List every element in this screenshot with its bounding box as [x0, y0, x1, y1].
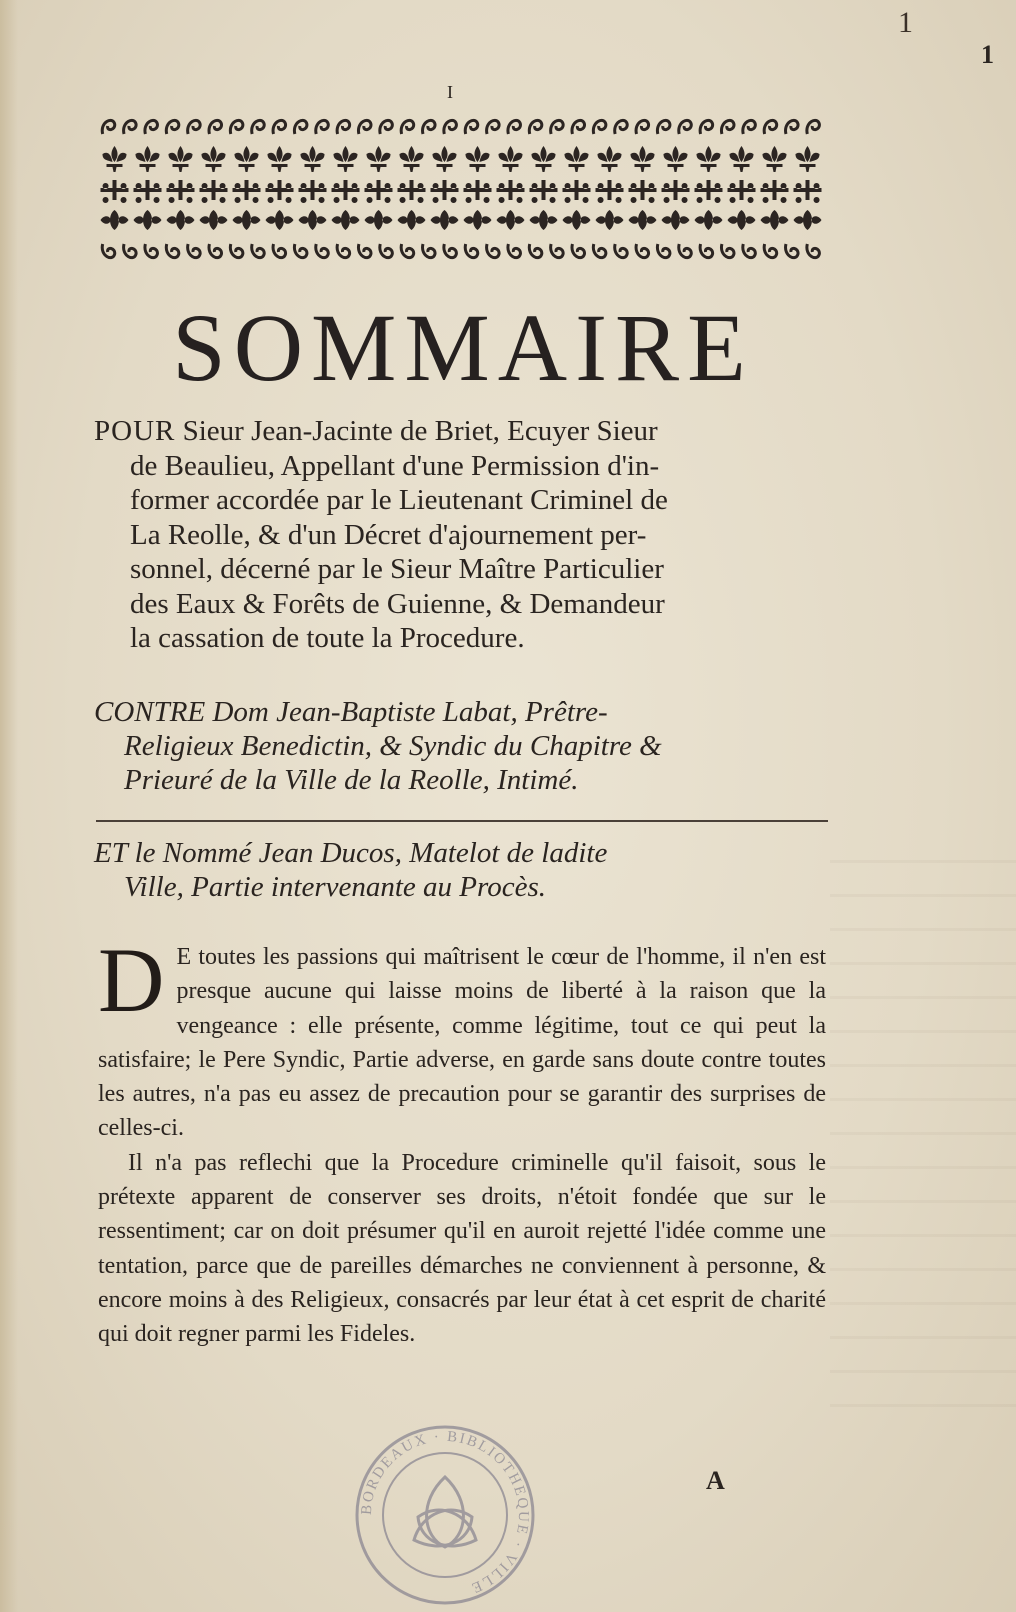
ornament-curl	[721, 120, 734, 134]
ornament-cross	[233, 180, 261, 203]
ornament-flower	[596, 210, 624, 230]
ornament-cross	[728, 180, 756, 203]
pour-line-7: la cassation de toute la Procedure.	[130, 622, 525, 654]
ornament-curl	[337, 120, 350, 134]
ornament-fleur-de-lis	[268, 146, 292, 172]
ornament-flower	[530, 210, 558, 230]
ornament-fleur-de-lis	[796, 146, 820, 172]
ornament-curl	[572, 120, 585, 134]
ornament-fleur-de-lis	[763, 146, 787, 172]
drop-cap: D	[98, 929, 165, 1031]
ornament-fleur-de-lis	[664, 146, 688, 172]
ornament-curl	[358, 244, 371, 258]
ornament-cross	[794, 180, 822, 203]
ornament-fleur-de-lis	[433, 146, 457, 172]
ornament-curl	[786, 120, 799, 134]
bleed-through-text	[830, 860, 1016, 1420]
ornament-flower	[695, 210, 723, 230]
ornament-curl	[487, 120, 500, 134]
ornament-fleur-de-lis	[466, 146, 490, 172]
page-title: SOMMAIRE	[172, 294, 754, 401]
ornament-fleur-de-lis	[532, 146, 556, 172]
ornament-curl	[316, 244, 329, 258]
ornament-curl	[444, 120, 457, 134]
pour-line-4: La Reolle, & d'un Décret d'ajournement per-	[130, 518, 647, 551]
ornament-flower	[233, 210, 261, 230]
fleuron-ornament-band	[98, 112, 824, 274]
ornament-curl	[764, 244, 777, 258]
ornament-curl	[273, 120, 286, 134]
et-line-1: le Nommé Jean Ducos, Matelot de ladite	[127, 837, 608, 869]
ornament-curl	[145, 244, 158, 258]
ornament-curl	[529, 244, 542, 258]
ornament-fleur-de-lis	[730, 146, 754, 172]
contre-line-1: Dom Jean-Baptiste Labat, Prêtre-	[205, 696, 608, 728]
ornament-cross	[530, 180, 558, 203]
ornament-curl	[593, 120, 606, 134]
ornament-cross	[167, 180, 195, 203]
ornament-flower	[629, 210, 657, 230]
ornament-flower	[332, 210, 360, 230]
ornament-flower	[398, 210, 426, 230]
ornament-cross	[299, 180, 327, 203]
ornament-curl	[657, 120, 670, 134]
ornament-curl	[615, 244, 628, 258]
body-paragraph-1	[98, 929, 826, 1146]
ornament-curl	[209, 120, 222, 134]
ornament-fleur-de-lis	[400, 146, 424, 172]
ornament-curl	[166, 120, 179, 134]
ornament-fleur-de-lis	[367, 146, 391, 172]
ornament-curl	[807, 120, 820, 134]
pour-line-5: sonnel, décerné par le Sieur Maître Particulier	[130, 553, 664, 585]
ornament-cross	[464, 180, 492, 203]
triquetra-icon	[414, 1477, 476, 1547]
body-paragraph-1-text: E toutes les passions qui maîtrisent le cœur de l'homme, il n'en est presque aucune qui laisse moins de liberté à la raison que la vengeance : elle présente, comme légitime, tout ce qui peut la satisfaire; le Pere Syndic, Partie adverse, en garde sans doute contre toutes les autres, n'a pas eu assez de precaution pour se garantir des surprises de celles-ci.	[98, 944, 826, 1142]
ornament-cross	[365, 180, 393, 203]
ornament-fleur-de-lis	[103, 146, 127, 172]
pour-line-2: de Beaulieu, Appellant d'une Permission d'in-	[130, 449, 660, 482]
ornament-cross	[761, 180, 789, 203]
ornament-flower	[563, 210, 591, 230]
ornament-flower	[299, 210, 327, 230]
ornament-curl	[401, 120, 414, 134]
ornament-curl	[508, 120, 521, 134]
et-paragraph	[94, 836, 834, 904]
ornament-curl	[529, 120, 542, 134]
ornament-cross	[200, 180, 228, 203]
pour-paragraph	[94, 414, 822, 656]
contre-line-3: Prieuré de la Ville de la Reolle, Intimé.	[124, 764, 579, 796]
ornament-curl	[102, 120, 115, 134]
horizontal-rule	[96, 820, 828, 822]
ornament-curl	[423, 120, 436, 134]
ornament-curl	[273, 244, 286, 258]
ornament-flower	[266, 210, 294, 230]
ornament-curl	[721, 244, 734, 258]
ornament-curl	[401, 244, 414, 258]
ornament-curl	[380, 244, 393, 258]
ornament-cross	[101, 180, 129, 203]
ornament-fleur-de-lis	[235, 146, 259, 172]
ornament-fleur-de-lis	[499, 146, 523, 172]
contre-line-2: Religieux Benedictin, & Syndic du Chapitre &	[124, 730, 662, 762]
ornament-cross	[134, 180, 162, 203]
ornament-fleur-de-lis	[631, 146, 655, 172]
ornament-flower	[662, 210, 690, 230]
ornament-curl	[465, 244, 478, 258]
pour-line-1: Sieur Jean-Jacinte de Briet, Ecuyer Sieur	[175, 415, 658, 447]
ornament-curl	[700, 244, 713, 258]
ornament-curl	[636, 120, 649, 134]
ornament-flower	[761, 210, 789, 230]
ornament-curl	[487, 244, 500, 258]
pour-line-6: des Eaux & Forêts de Guienne, & Demandeur	[130, 587, 665, 620]
folio-number: 1	[981, 40, 994, 69]
ornament-curl	[465, 120, 478, 134]
ornament-fleur-de-lis	[169, 146, 193, 172]
library-stamp	[352, 1422, 538, 1608]
ornament-fleur-de-lis	[598, 146, 622, 172]
handwritten-mark: 1	[898, 6, 913, 39]
ornament-curl	[145, 120, 158, 134]
ornament-curl	[294, 244, 307, 258]
ornament-fleur-de-lis	[334, 146, 358, 172]
ornament-curl	[764, 120, 777, 134]
ornament-curl	[657, 244, 670, 258]
ornament-curl	[444, 244, 457, 258]
ornament-curl	[551, 120, 564, 134]
ornament-fleur-de-lis	[697, 146, 721, 172]
ornament-cross	[695, 180, 723, 203]
ornament-curl	[188, 120, 201, 134]
ornament-flower	[134, 210, 162, 230]
ornament-curl	[358, 120, 371, 134]
contre-paragraph	[94, 695, 834, 797]
body-paragraph-2: Il n'a pas reflechi que la Procedure criminelle qu'il faisoit, sous le prétexte apparent de conserver ses droits, n'étoit fondée que sur le ressentiment; car on doit présumer qu'il en auroit rejetté l'idée comme une tentation, parce que de pareilles démarches ne conviennent à personne, & encore moins à des Religieux, consacrés par leur état à cet esprit de charité qui doit regner parmi les Fideles.	[98, 1149, 826, 1348]
page-edge-shadow	[0, 0, 18, 1612]
pour-line-3: former accordée par le Lieutenant Criminel de	[130, 484, 668, 516]
ornament-flower	[464, 210, 492, 230]
ornament-fleur-de-lis	[136, 146, 160, 172]
body-text	[98, 929, 826, 1352]
ornament-flower	[431, 210, 459, 230]
ornament-curl	[252, 120, 265, 134]
ornament-curl	[572, 244, 585, 258]
ornament-curl	[124, 244, 137, 258]
ornament-flower	[497, 210, 525, 230]
ornament-fleur-de-lis	[301, 146, 325, 172]
ornament-cross	[497, 180, 525, 203]
contre-lead: CONTRE	[94, 696, 206, 728]
ornament-cross	[596, 180, 624, 203]
ornament-flower	[167, 210, 195, 230]
ornament-curl	[294, 120, 307, 134]
ornament-curl	[316, 120, 329, 134]
ornament-curl	[807, 244, 820, 258]
ornament-curl	[337, 244, 350, 258]
ornament-curl	[230, 120, 243, 134]
ornament-curl	[615, 120, 628, 134]
ornament-flower	[794, 210, 822, 230]
et-lead: ET	[94, 837, 128, 869]
signature-mark: A	[706, 1466, 725, 1495]
ornament-curl	[743, 244, 756, 258]
ornament-curl	[102, 244, 115, 258]
pour-lead: POUR	[94, 415, 176, 447]
ornament-cross	[629, 180, 657, 203]
ornament-fleur-de-lis	[565, 146, 589, 172]
ornament-flower	[728, 210, 756, 230]
ornament-curl	[508, 244, 521, 258]
ornament-cross	[662, 180, 690, 203]
ornament-curl	[380, 120, 393, 134]
ornament-curl	[593, 244, 606, 258]
ornament-curl	[188, 244, 201, 258]
ornament-curl	[423, 244, 436, 258]
ornament-curl	[209, 244, 222, 258]
ornament-flower	[101, 210, 129, 230]
page-roman-numeral: I	[447, 82, 453, 102]
ornament-cross	[398, 180, 426, 203]
ornament-flower	[365, 210, 393, 230]
ornament-curl	[786, 244, 799, 258]
ornament-curl	[679, 120, 692, 134]
ornament-curl	[679, 244, 692, 258]
ornament-curl	[551, 244, 564, 258]
ornament-curl	[700, 120, 713, 134]
ornament-curl	[252, 244, 265, 258]
ornament-curl	[230, 244, 243, 258]
ornament-cross	[563, 180, 591, 203]
ornament-cross	[431, 180, 459, 203]
ornament-cross	[332, 180, 360, 203]
ornament-curl	[166, 244, 179, 258]
ornament-fleur-de-lis	[202, 146, 226, 172]
et-line-2: Ville, Partie intervenante au Procès.	[124, 871, 546, 903]
ornament-cross	[266, 180, 294, 203]
ornament-curl	[124, 120, 137, 134]
stamp-legend: BORDEAUX · BIBLIOTHEQUE · VILLE	[358, 1428, 532, 1597]
ornament-curl	[636, 244, 649, 258]
ornament-flower	[200, 210, 228, 230]
ornament-curl	[743, 120, 756, 134]
